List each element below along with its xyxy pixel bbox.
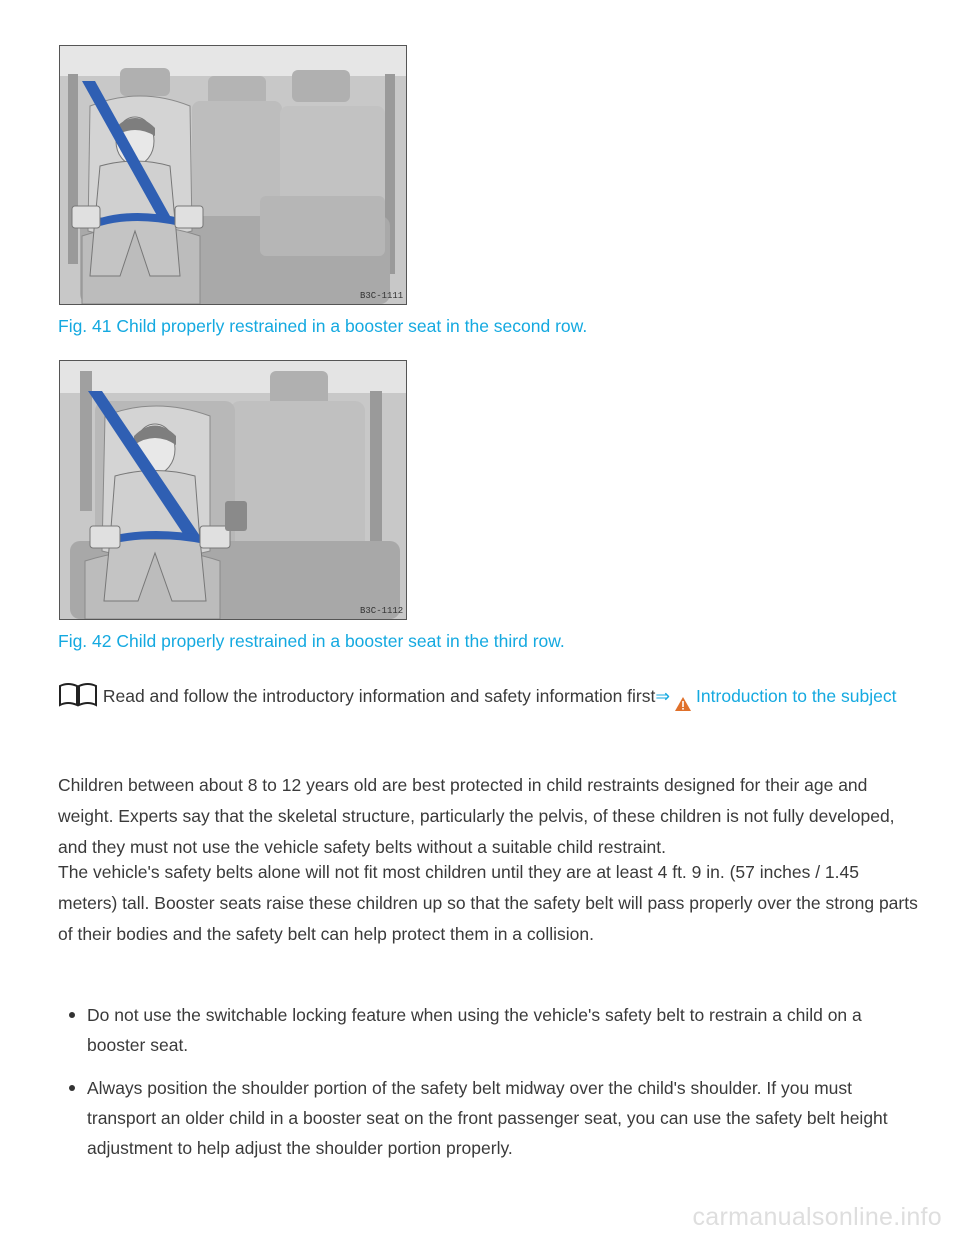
bullet-dot-icon	[69, 1085, 75, 1091]
paragraph-height: The vehicle's safety belts alone will not fit most children until they are at least 4 ft. 9 in. (57 inches / 1.45 meters) tall. Booster seats raise these children up so that the safety belt will pass properly over the strong parts of their bodies and the safety belt can help protect them in a collision.	[58, 862, 918, 944]
figure-code: B3C-1112	[360, 606, 404, 616]
paragraph-age-weight: Children between about 8 to 12 years old are best protected in child restraints designed for their age and weight. Experts say that the skeletal structure, particularly the pelvis, of these children is not fully developed, and they must not use the vehicle safety belts without a suitable child restraint.	[58, 775, 895, 857]
figure-42-image	[59, 360, 407, 620]
bullet-dot-icon	[69, 1012, 75, 1018]
introduction-link[interactable]: Introduction to the subject	[696, 686, 897, 706]
intro-line	[58, 681, 918, 712]
figure-code: B3C-1111	[360, 291, 404, 301]
book-icon	[58, 681, 98, 707]
figure-41-caption: Fig. 41 Child properly restrained in a booster seat in the second row.	[58, 316, 588, 336]
list-item: Do not use the switchable locking feature when using the vehicle's safety belt to restrain a child on a booster seat.	[58, 1000, 918, 1060]
warning-triangle-icon	[674, 691, 692, 707]
figure-41-image	[59, 45, 407, 305]
list-item: Always position the shoulder portion of the safety belt midway over the child's shoulder. If you must transport an older child in a booster seat on the front passenger seat, you can use the safety belt height adjustment to help adjust the shoulder portion properly.	[58, 1073, 918, 1163]
bullet-list	[58, 1000, 918, 1176]
booster-seat-third-row-illustration	[60, 361, 406, 619]
figure-42-caption: Fig. 42 Child properly restrained in a booster seat in the third row.	[58, 631, 565, 651]
watermark: carmanualsonline.info	[692, 1203, 942, 1231]
reference-arrow[interactable]: ⇒	[655, 686, 671, 706]
booster-seat-second-row-illustration	[60, 46, 406, 304]
intro-text: Read and follow the introductory information and safety information first	[98, 686, 656, 706]
